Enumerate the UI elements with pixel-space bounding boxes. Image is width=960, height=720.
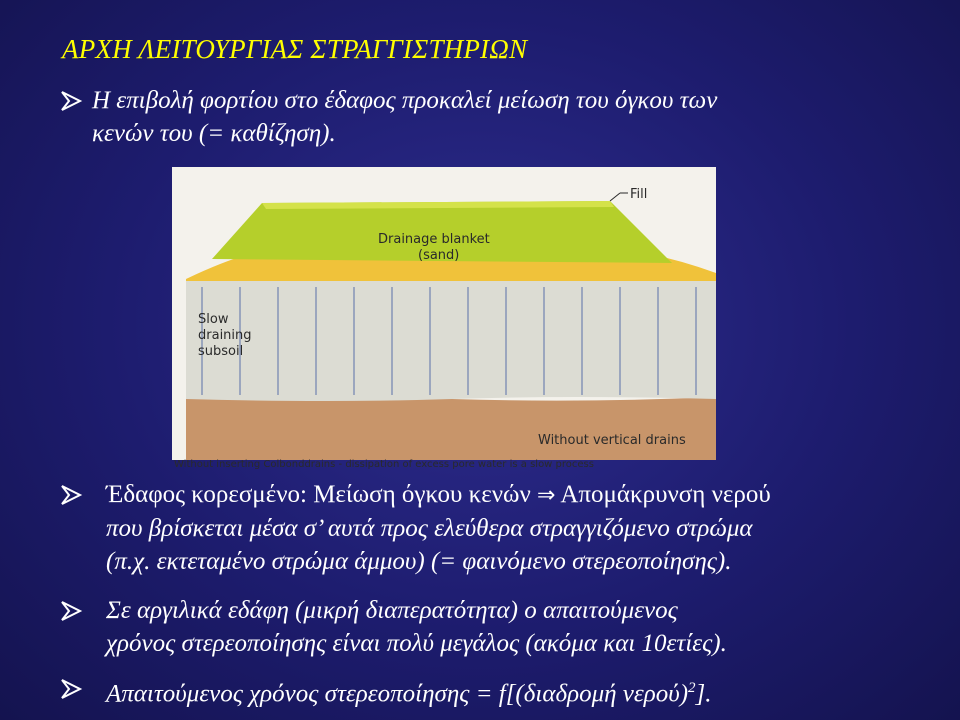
figure-caption-cut: Without inserting Colbonddrains - dissipation of excess pore water is a slow process: [174, 459, 594, 470]
bullet-arrow-icon: [60, 90, 86, 112]
bullet-arrow-icon: [60, 678, 86, 700]
bullet-arrow-icon: [60, 484, 86, 506]
bullet-text: Σε αργιλικά εδάφη (μικρή διαπερατότητα) ο απαιτούμενος χρόνος στερεοποίησης είναι πολύ μεγάλος (ακόμα και 10ετίες).: [106, 597, 727, 657]
drainage-diagram: [172, 167, 716, 470]
label-blanket-2: (sand): [418, 248, 460, 263]
exponent: 2: [688, 680, 696, 696]
label-subsoil-2: draining: [198, 328, 252, 343]
bullet-saturated-soil: [60, 478, 940, 578]
bullet-text: Έδαφος κορεσμένο: Μείωση όγκου κενών ⇒ Απομάκρυνση νερού που βρίσκεται μέσα σ’ αυτά προς ελεύθερα στραγγιζόμενο στρώμα (π.χ. εκτεταμένο στρώμα άμμου) (= φαινόμενο στερεοποίησης).: [106, 481, 771, 575]
label-subsoil-3: subsoil: [198, 344, 244, 359]
bullet-arrow-icon: [60, 600, 86, 622]
bullet-clay-soils: [60, 594, 940, 660]
label-subsoil-1: Slow: [198, 312, 229, 327]
bullet-consolidation-time: [60, 672, 940, 710]
label-blanket-1: Drainage blanket: [378, 232, 490, 247]
bullet-text: Η επιβολή φορτίου στο έδαφος προκαλεί μείωση του όγκου των κενών του (= καθίζηση).: [92, 87, 718, 147]
label-without-drains: Without vertical drains: [538, 433, 686, 448]
slide-title: ΑΡΧΗ ΛΕΙΤΟΥΡΓΙΑΣ ΣΤΡΑΓΓΙΣΤΗΡΙΩΝ: [62, 34, 528, 64]
subsoil-layer: [186, 279, 716, 401]
label-fill: Fill: [630, 187, 648, 202]
base-layer: [186, 397, 716, 460]
implies-icon: ⇒: [537, 483, 556, 508]
bullet-text: Απαιτούμενος χρόνος στερεοποίησης = f[(διαδρομή νερού)$^2$].: [106, 680, 712, 708]
bullet-load-settlement: [60, 84, 940, 150]
